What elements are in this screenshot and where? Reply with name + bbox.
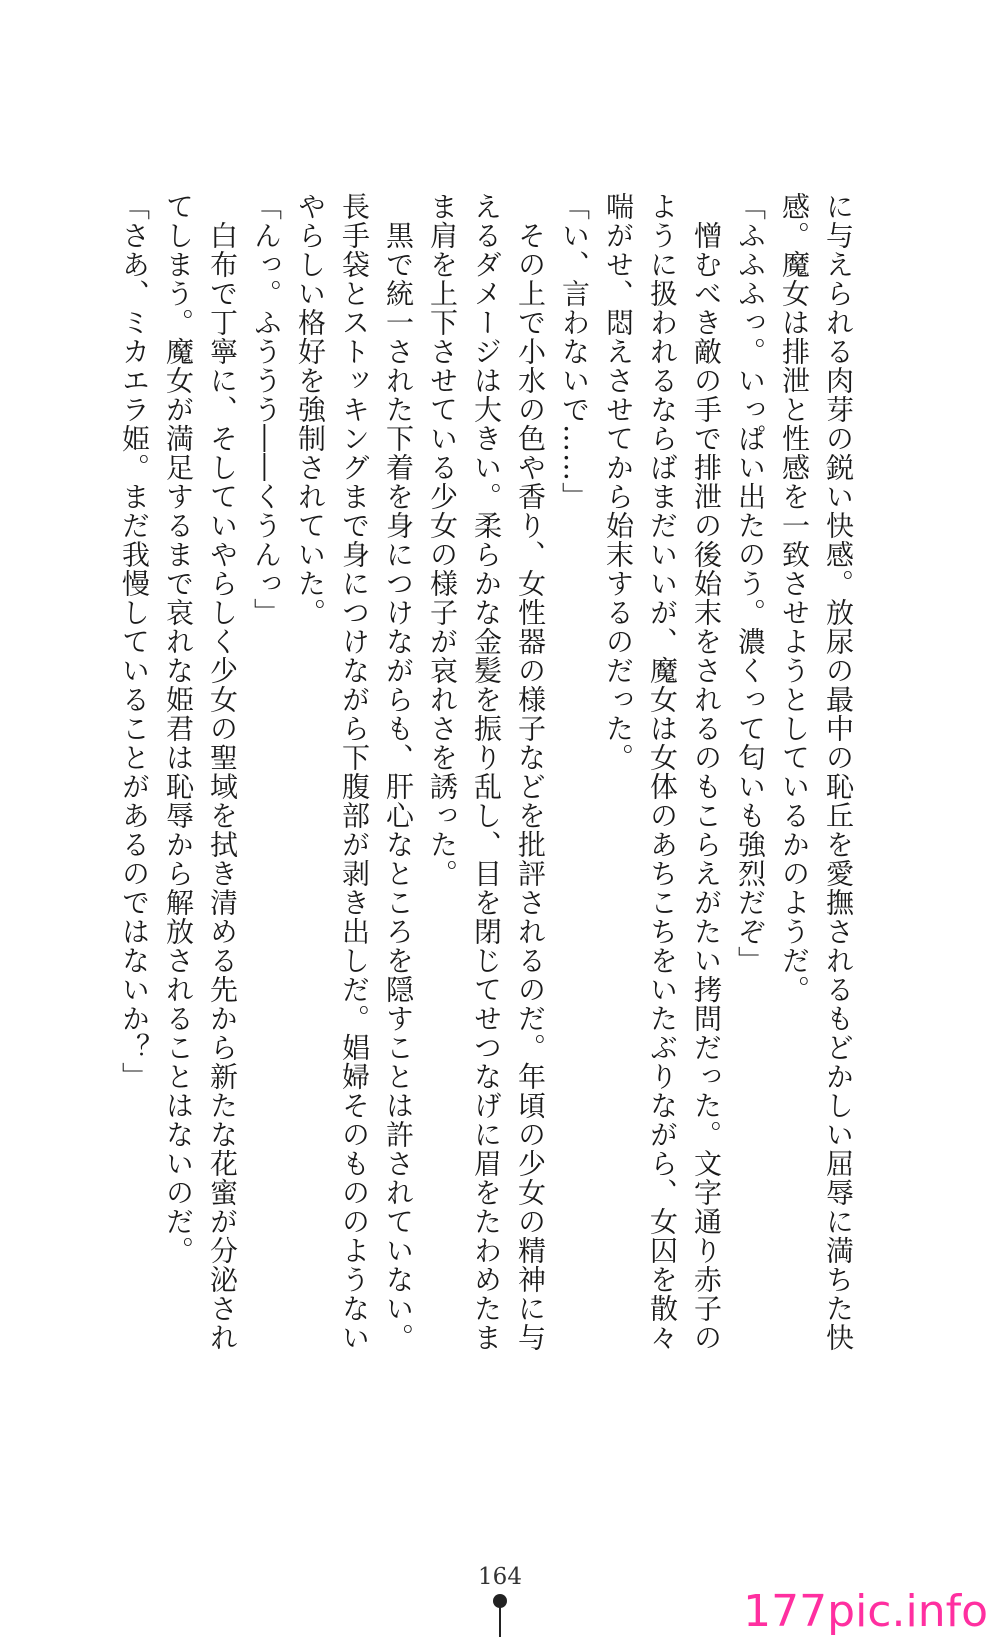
- text-line: 憎むべき敵の手で排泄の後始末をされるのもこらえがたい拷問だった。文字通り赤子の: [690, 192, 723, 1352]
- page-marker-line: [499, 1606, 501, 1637]
- text-line: 「んっ。ふううう――くうんっ」: [250, 192, 283, 627]
- text-line: 「さあ、ミカエラ姫。まだ我慢していることがあるのではないか？」: [118, 192, 151, 1091]
- text-line: に与えられる肉芽の鋭い快感。放尿の最中の恥丘を愛撫されるもどかしい屈辱に満ちた快: [822, 192, 855, 1352]
- watermark: 177pic.info: [743, 1586, 988, 1637]
- text-line: てしまう。魔女が満足するまで哀れな姫君は恥辱から解放されることはないのだ。: [162, 192, 195, 1265]
- text-line: その上で小水の色や香り、女性器の様子などを批評されるのだ。年頃の少女の精神に与: [514, 192, 547, 1352]
- text-line: 「ふふふっ。いっぱい出たのう。濃くって匂いも強烈だぞ」: [734, 192, 767, 975]
- text-line: えるダメージは大きい。柔らかな金髪を振り乱し、目を閉じてせつなげに眉をたわめたま: [470, 192, 503, 1352]
- text-line: 喘がせ、悶えさせてから始末するのだった。: [602, 192, 635, 772]
- page-number: 164: [478, 1564, 522, 1590]
- text-line: やらしい格好を強制されていた。: [294, 192, 327, 627]
- text-line: ように扱われるならばまだいいが、魔女は女体のあちこちをいたぶりながら、女囚を散々: [646, 192, 679, 1352]
- text-line: 感。魔女は排泄と性感を一致させようとしているかのようだ。: [778, 192, 811, 1004]
- text-line: 長手袋とストッキングまで身につけながら下腹部が剥き出しだ。娼婦そのもののようない: [338, 192, 371, 1352]
- text-line: ま肩を上下させている少女の様子が哀れさを誘った。: [426, 192, 459, 888]
- text-line: 白布で丁寧に、そしていやらしく少女の聖域を拭き清める先から新たな花蜜が分泌され: [206, 192, 239, 1352]
- text-line: 「い、言わないで……」: [558, 192, 591, 511]
- vertical-text-body: [118, 192, 860, 1352]
- text-line: 黒で統一された下着を身につけながらも、肝心なところを隠すことは許されていない。: [382, 192, 415, 1352]
